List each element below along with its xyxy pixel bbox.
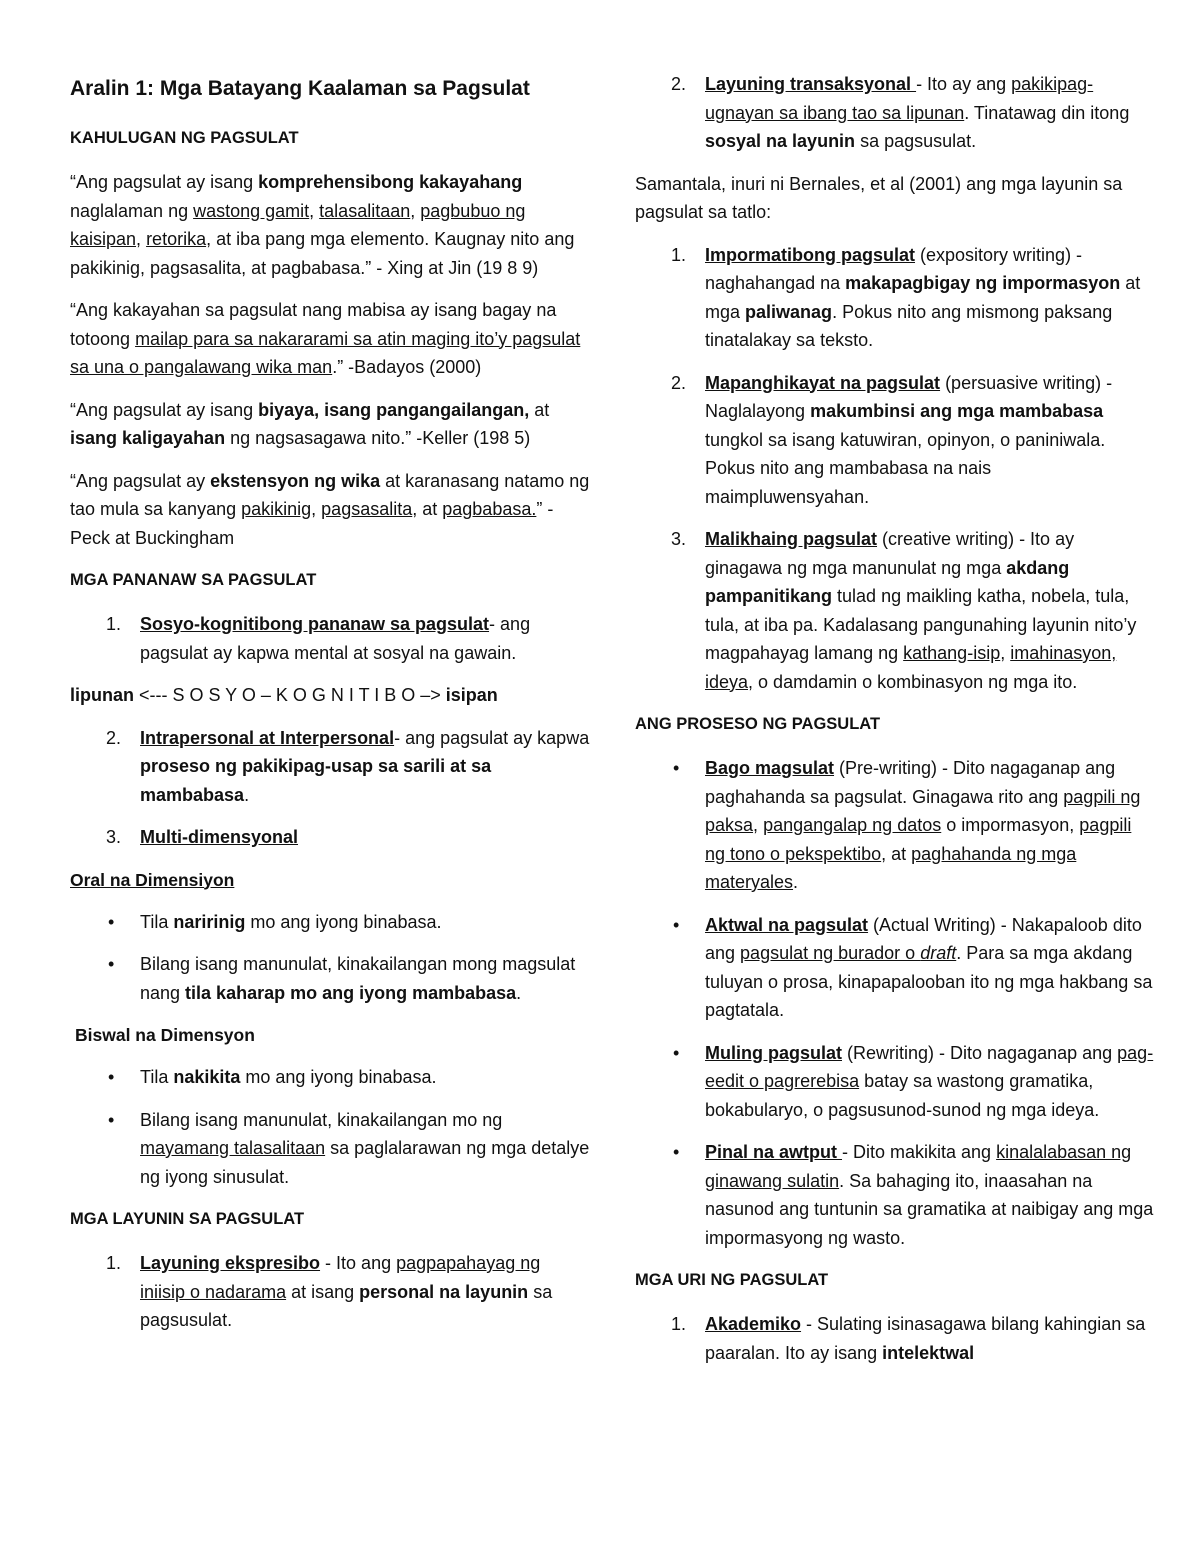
text-run: , <box>1000 643 1011 663</box>
text-run: ” -Peck at Buckingham <box>70 499 554 548</box>
pananaw-list <box>70 610 590 667</box>
emphasis-text: wastong gamit <box>193 200 310 221</box>
text-run: - ang pagsulat ay kapwa mental at sosyal na gawain. <box>140 614 531 663</box>
emphasis-text: pakikipag-ugnayan sa ibang tao sa lipunan <box>705 74 1094 123</box>
text-run: tulad ng maikling katha, nobela, tula, tula, at iba pa. Kadalasang pangunahing layunin nito’y magpahayag lamang ng <box>705 586 1137 663</box>
emphasis-text: imahinasyon, ideya, <box>705 643 1117 692</box>
emphasis-text: akdang pampanitikang <box>705 557 1070 606</box>
emphasis-text: pag-eedit o pagrerebisa <box>705 1042 1154 1091</box>
emphasis-text: Muling pagsulat <box>705 1042 842 1063</box>
emphasis-text: Pinal na awtput <box>705 1142 843 1162</box>
text-run: mo ang iyong binabasa. <box>245 911 442 932</box>
text-run: . Sa bahaging ito, inaasahan na nasunod ang tuntunin sa gramatika at naibigay ang mga impormasyong ng wasto. <box>705 1170 1154 1248</box>
bullet-icon: • <box>673 914 680 935</box>
emphasis-text: pagpili ng tono o pekspektibo <box>705 815 1132 864</box>
numbered-list-item <box>70 724 590 810</box>
text-run: Tila <box>140 1067 174 1087</box>
bullet-icon: • <box>673 1142 680 1162</box>
bullet-list-item <box>70 950 590 1007</box>
emphasis-text: talasalitaan <box>319 200 411 221</box>
text-run: , <box>309 200 320 221</box>
bullet-icon: • <box>108 911 115 932</box>
bullet-icon: • <box>673 1042 680 1063</box>
uri-ng-pagsulat-list <box>635 1310 1155 1367</box>
text-run: . Para sa mga akdang tuluyan o prosa, kinapapalooban ito ng mga hakbang sa pagtatala. <box>705 943 1153 1020</box>
text-run: ng nagsasagawa nito.” -Keller (198 5) <box>225 428 531 448</box>
layunin-list-continued <box>635 70 1155 156</box>
sosyo-kognitibo-line <box>70 681 590 710</box>
emphasis-text: pagbubuo ng kaisipan <box>70 200 526 249</box>
emphasis-text: naririnig <box>173 911 246 932</box>
emphasis-text: paliwanag <box>745 301 833 322</box>
text-run: “Ang pagsulat ay isang <box>70 172 259 192</box>
text-run: - ang pagsulat ay kapwa <box>394 727 590 748</box>
bullet-icon: • <box>108 1067 115 1087</box>
text-run: (expository writing) - naghahangad na <box>705 244 1083 293</box>
list-number: 2. <box>671 372 687 393</box>
uri-ng-layunin-list <box>635 241 1155 697</box>
text-run: at isang <box>286 1281 360 1302</box>
text-run: - Sulating isinasagawa bilang kahingian sa paaralan. Ito ay isang <box>705 1314 1146 1363</box>
bullet-list-item <box>635 1039 1155 1125</box>
text-run: tungkol sa isang katuwiran, opinyon, o paniniwala. Pokus nito ang mambabasa na nais maimpluwensyahan. <box>705 429 1106 507</box>
emphasis-text: Malikhaing pagsulat <box>705 529 878 549</box>
emphasis-text: Multi-dimensyonal <box>140 827 299 847</box>
emphasis-text: Mapanghikayat na pagsulat <box>705 372 941 393</box>
emphasis-text: paghahanda ng mga materyales <box>705 843 1077 892</box>
emphasis-text: pagsasalita <box>321 499 413 519</box>
biswal-dimension-list <box>70 1063 590 1191</box>
emphasis-text: kinalalabasan ng ginawang sulatin <box>705 1142 1132 1191</box>
emphasis-text: nakikita <box>173 1067 241 1087</box>
oral-dimension-heading: Oral na Dimensiyon <box>70 869 235 890</box>
pananaw-list-continued <box>70 724 590 852</box>
list-number: 2. <box>671 74 687 94</box>
list-number: 1. <box>671 1314 687 1334</box>
bullet-list-item <box>635 911 1155 1025</box>
emphasis-text: pakikinig <box>241 499 312 519</box>
emphasis-text: pangangalap ng datos <box>763 815 942 835</box>
text-run: Tila <box>140 911 174 932</box>
text-run: . Tinatawag din itong <box>964 102 1130 123</box>
text-run: (Actual Writing) - Nakapaloob dito ang <box>705 914 1142 963</box>
text-run: sa paglalarawan ng mga detalye ng iyong sinusulat. <box>140 1138 590 1187</box>
right-column <box>635 70 1155 1381</box>
section-heading-uri: MGA URI NG PAGSULAT <box>635 1271 829 1289</box>
bullet-icon: • <box>108 954 115 974</box>
text-run: .” -Badayos (2000) <box>332 357 482 377</box>
text-run: . <box>516 982 522 1003</box>
list-number: 3. <box>106 827 122 847</box>
text-run: Bilang isang manunulat, kinakailangan mong magsulat nang <box>140 954 576 1003</box>
bullet-list-item <box>635 754 1155 897</box>
numbered-list-item <box>70 1249 590 1335</box>
text-run: <--- S O S Y O – K O G N I T I B O –> <box>134 685 446 705</box>
text-run: (persuasive writing) - Naglalayong <box>705 372 1113 421</box>
bullet-icon: • <box>108 1109 115 1130</box>
numbered-list-item <box>70 610 590 667</box>
layunin-list <box>70 1249 590 1335</box>
text-run: (Pre-writing) - Dito nagaganap ang paghahanda sa pagsulat. Ginagawa rito ang <box>705 758 1116 807</box>
text-run: o damdamin o kombinasyon ng mga ito. <box>753 671 1078 692</box>
left-column <box>70 70 590 1349</box>
emphasis-text: pagsulat ng burador o <box>740 943 921 963</box>
text-run: , <box>753 815 764 835</box>
text-run: - Ito ang <box>320 1253 397 1273</box>
text-run: “Ang pagsulat ay <box>70 470 211 491</box>
emphasis-text: proseso ng pakikipag-usap sa sarili at sa mambabasa <box>140 756 492 805</box>
proseso-list <box>635 754 1155 1252</box>
oral-dimension-list <box>70 908 590 1008</box>
emphasis-text: personal na layunin <box>359 1281 529 1302</box>
text-run: “Ang kakayahan sa pagsulat nang mabisa ay isang bagay na totoong <box>70 300 557 349</box>
numbered-list-item <box>635 525 1155 696</box>
list-number: 1. <box>106 614 122 634</box>
emphasis-text: tila kaharap mo ang iyong mambabasa <box>185 982 517 1003</box>
section-heading-pananaw: MGA PANANAW SA PAGSULAT <box>70 571 317 589</box>
text-run: naglalaman ng <box>70 200 194 221</box>
emphasis-text: makapagbigay ng impormasyon <box>845 273 1121 293</box>
emphasis-text: Layuning ekspresibo <box>140 1253 321 1273</box>
emphasis-text: Bago magsulat <box>705 758 835 778</box>
emphasis-text: pagpili ng paksa <box>705 786 1141 835</box>
text-run: , at <box>881 843 912 864</box>
emphasis-text: komprehensibong kakayahang <box>258 172 523 192</box>
emphasis-text: isipan <box>445 685 498 705</box>
emphasis-text: Intrapersonal at Interpersonal <box>140 727 395 748</box>
quote-peck-buckingham <box>70 467 590 553</box>
emphasis-text: mayamang talasalitaan <box>140 1138 326 1158</box>
emphasis-text: draft <box>920 943 957 963</box>
quote-keller <box>70 396 590 453</box>
quote-badayos <box>70 296 590 382</box>
bullet-icon: • <box>673 758 680 778</box>
text-run: , at <box>412 499 443 519</box>
text-run: “Ang pagsulat ay isang <box>70 399 259 420</box>
emphasis-text: ekstensyon ng wika <box>210 470 381 491</box>
emphasis-text: kathang-isip <box>903 643 1001 663</box>
samantala-paragraph: Samantala, inuri ni Bernales, et al (2001) ang mga layunin sa pagsulat sa tatlo: <box>635 173 1123 222</box>
text-run: . <box>793 872 799 892</box>
text-run: . <box>244 784 250 805</box>
text-run: sa pagsusulat. <box>140 1281 553 1330</box>
text-run: o impormasyon, <box>941 815 1080 835</box>
emphasis-text: Akademiko <box>705 1314 802 1334</box>
bullet-list-item <box>70 1106 590 1192</box>
text-run: - Ito ay ang <box>916 74 1012 94</box>
text-run: mo ang iyong binabasa. <box>240 1067 437 1087</box>
emphasis-text: pagpapahayag ng iniisip o nadarama <box>140 1253 541 1302</box>
text-run: sa pagsusulat. <box>855 131 977 151</box>
section-heading-proseso: ANG PROSESO NG PAGSULAT <box>635 715 881 733</box>
numbered-list-item <box>635 369 1155 512</box>
emphasis-text: sosyal na layunin <box>705 131 856 151</box>
emphasis-text: lipunan <box>70 685 134 705</box>
biswal-dimension-heading: Biswal na Dimensyon <box>75 1025 255 1045</box>
page-title: Aralin 1: Mga Batayang Kaalaman sa Pagsulat <box>70 77 530 100</box>
list-number: 1. <box>106 1253 122 1273</box>
emphasis-text: Impormatibong pagsulat <box>705 244 916 265</box>
bullet-list-item <box>70 1063 590 1092</box>
text-run: - Dito makikita ang <box>842 1142 997 1162</box>
emphasis-text: Layuning transaksyonal <box>705 74 917 94</box>
text-run: , <box>410 200 421 221</box>
emphasis-text: intelektwal <box>882 1342 975 1363</box>
emphasis-text: Sosyo-kognitibong pananaw sa pagsulat <box>140 614 490 634</box>
text-run: . Pokus nito ang mismong paksang tinatalakay sa teksto. <box>705 301 1113 350</box>
emphasis-text: pagbabasa. <box>442 499 537 519</box>
emphasis-text: makumbinsi ang mga mambabasa <box>810 401 1104 421</box>
text-run: Bilang isang manunulat, kinakailangan mo ng <box>140 1109 503 1130</box>
section-heading-kahulugan: KAHULUGAN NG PAGSULAT <box>70 129 299 147</box>
quote-xing-jin <box>70 168 590 282</box>
text-run: at <box>529 399 550 420</box>
numbered-list-item <box>635 241 1155 355</box>
text-run: , at iba pang mga elemento. Kaugnay nito ang pakikinig, pagsasalita, at pagbabasa.” - Xing at Jin (19 8 9) <box>70 229 575 278</box>
list-number: 1. <box>671 244 687 265</box>
emphasis-text: biyaya, isang pangangailangan, <box>258 399 530 420</box>
text-run: , <box>311 499 322 519</box>
numbered-list-item <box>70 823 590 852</box>
text-run: at karanasang natamo ng tao mula sa kanyang <box>70 470 590 519</box>
text-run: at mga <box>705 273 1141 322</box>
numbered-list-item <box>635 1310 1155 1367</box>
list-number: 3. <box>671 529 687 549</box>
section-heading-layunin: MGA LAYUNIN SA PAGSULAT <box>70 1210 305 1228</box>
bullet-list-item <box>70 908 590 937</box>
list-number: 2. <box>106 727 122 748</box>
text-run: (creative writing) - Ito ay ginagawa ng mga manunulat ng mga <box>705 529 1075 578</box>
text-run: , <box>136 229 147 249</box>
numbered-list-item <box>635 70 1155 156</box>
emphasis-text: isang kaligayahan <box>70 428 226 448</box>
emphasis-text: Aktwal na pagsulat <box>705 914 869 935</box>
bullet-list-item <box>635 1138 1155 1252</box>
emphasis-text: mailap para sa nakararami sa atin maging ito’y pagsulat sa una o pangalawang wika man <box>70 328 581 377</box>
text-run: (Rewriting) - Dito nagaganap ang <box>842 1042 1118 1063</box>
emphasis-text: retorika <box>146 229 207 249</box>
text-run: batay sa wastong gramatika, bokabularyo, o pagsusunod-sunod ng mga ideya. <box>705 1071 1100 1120</box>
